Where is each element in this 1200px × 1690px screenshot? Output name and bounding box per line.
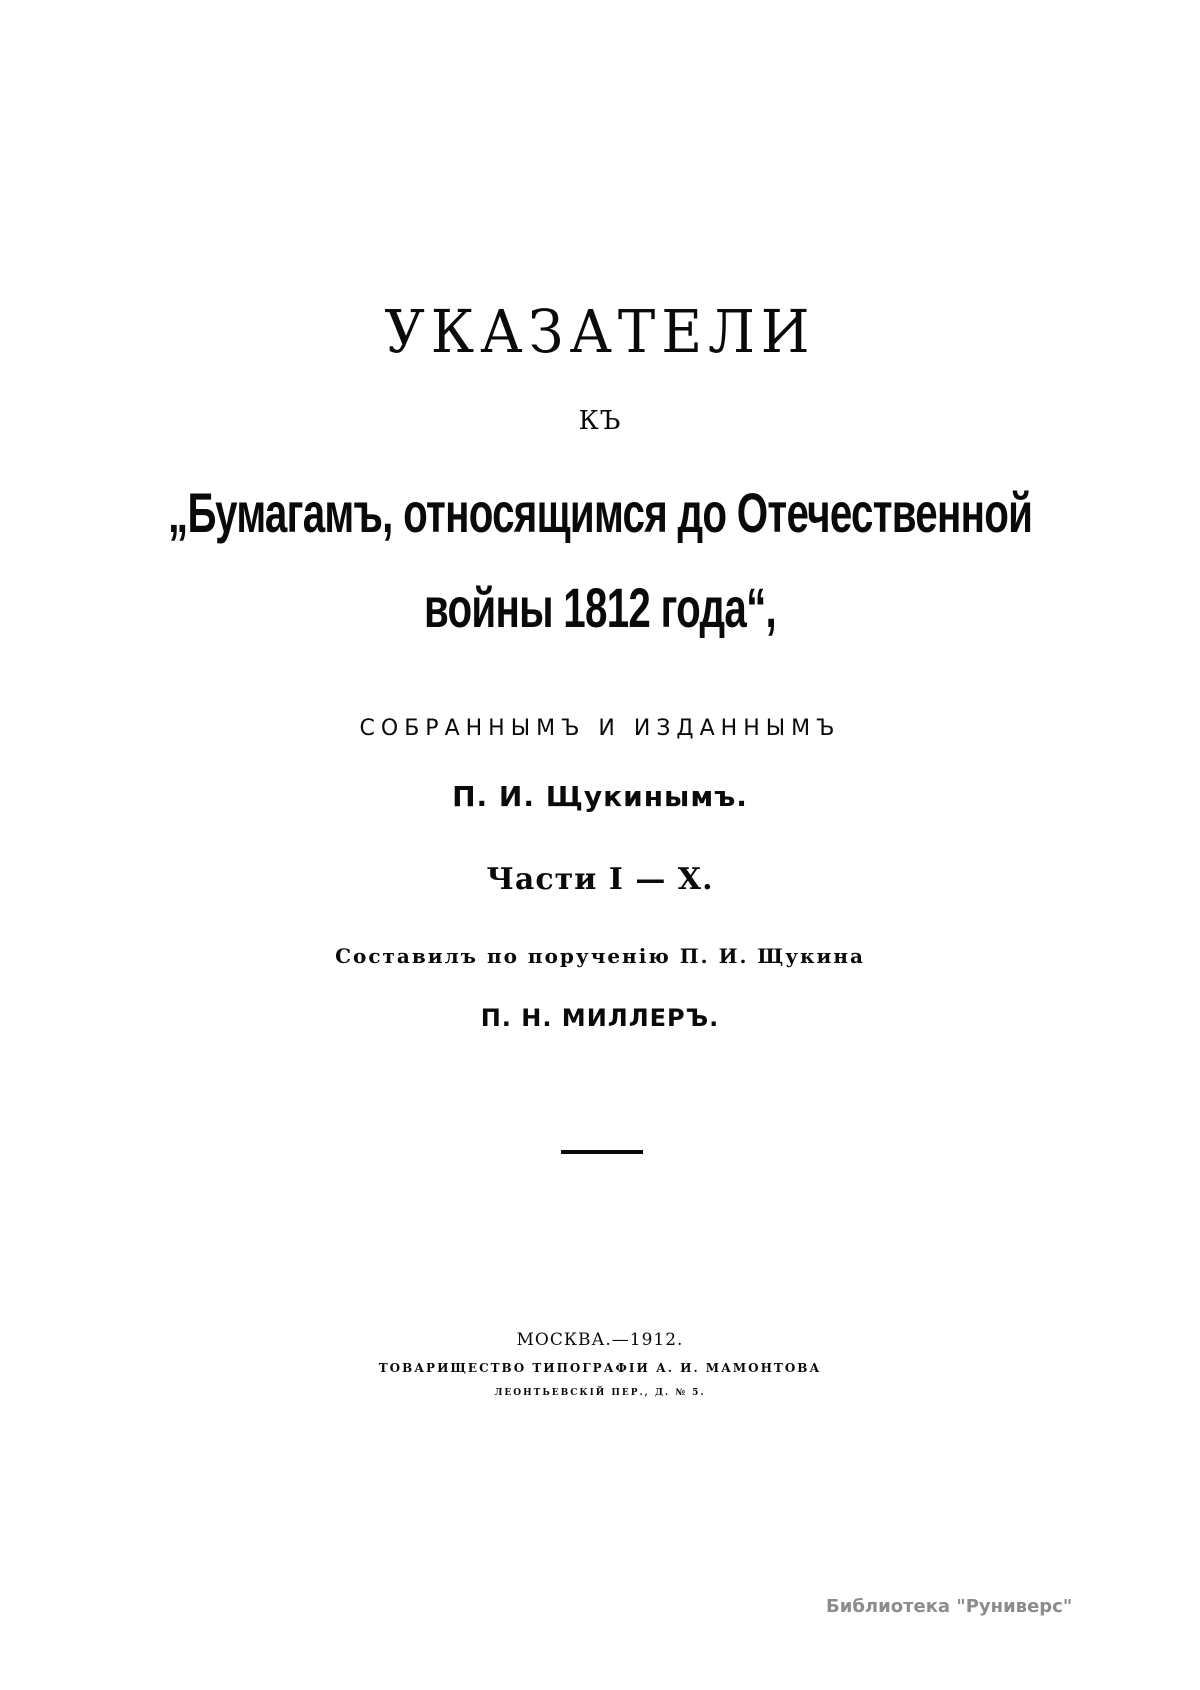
- decorative-rule: [561, 1150, 643, 1154]
- subtitle-line-1: „Бумагамъ, относящимся до Отечественной: [167, 481, 1033, 544]
- title-preposition: КЪ: [578, 406, 622, 436]
- imprint-address: ЛЕОНТЬЕВСКІЙ ПЕР., Д. № 5.: [494, 1388, 706, 1398]
- imprint-printer: ТОВАРИЩЕСТВО ТИПОГРАФІИ А. И. МАМОНТОВА: [378, 1361, 822, 1375]
- parts-range: Части I — X.: [486, 862, 714, 897]
- subtitle-line-2: войны 1812 года“,: [423, 576, 777, 639]
- compiler-name: П. Н. МИЛЛЕРЪ.: [480, 1004, 720, 1032]
- imprint-city-year: МОСКВА.—1912.: [516, 1330, 684, 1350]
- compiled-by-line: Составилъ по порученію П. И. Щукина: [335, 944, 865, 968]
- collector-name: П. И. Щукинымъ.: [452, 780, 748, 813]
- collected-published-line: СОБРАННЫМЪ И ИЗДАННЫМЪ: [359, 716, 841, 741]
- library-watermark: Библиотека "Руниверс": [826, 1596, 1073, 1617]
- main-title: УКАЗАТЕЛИ: [384, 298, 816, 367]
